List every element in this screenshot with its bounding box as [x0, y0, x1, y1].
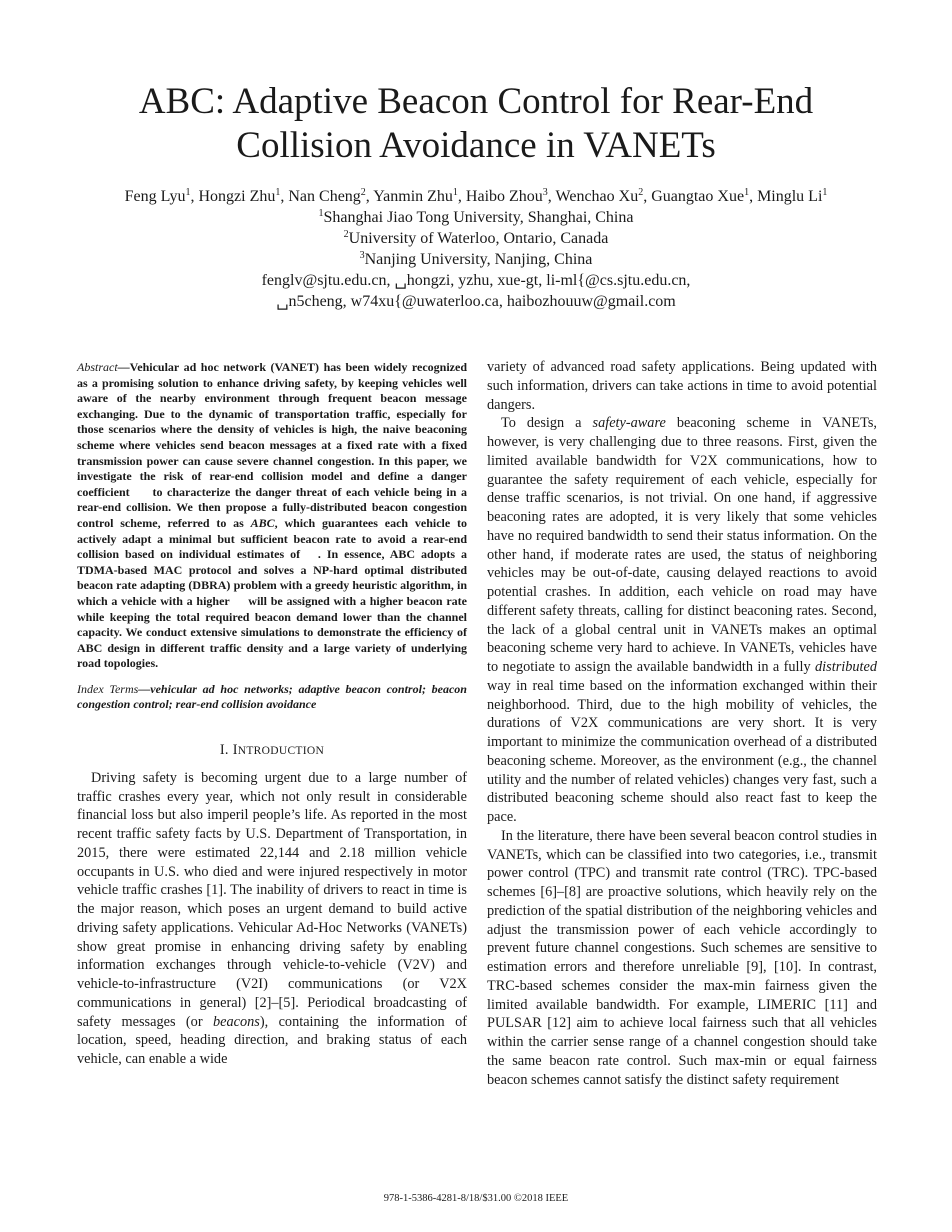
affiliation-2: $^2$University of Waterloo, Ontario, Canada [343, 229, 609, 247]
copyright-footer: 978-1-5386-4281-8/18/$31.00 ©2018 IEEE [383, 1193, 569, 1204]
title-line-2: Collision Avoidance in VANETs [236, 125, 716, 166]
affiliation-3: $^3$Nanjing University, Nanjing, China [359, 250, 593, 268]
intro-paragraph-1: Driving safety is becoming urgent due to a large number of traffic crashes every year, which not only result in considerable financial loss but also imperil people’s life. As reported in the most recent traffic safety facts by U.S. Department of Transportation, in 2015, there were estimated 22,144 and 2.18 million vehicle occupants in U.S. who died and were injured respectively in motor vehicle traffic crashes [1]. The inability of drivers to react in time is the major reason, which poses an urgent demand to build active driving safety applications. Vehicular Ad-Hoc Networks (VANETs) show great promise in enhancing driving safety by enabling information exchanges through vehicle-to-vehicle (V2V) and vehicle-to-infrastructure (V2I) communications (or V2X communications in general) [2]–[5]. Periodical broadcasting of safety messages (or beacons), containing the information of location, speed, heading direction, and braking status of each vehicle, can enable a wide [77, 769, 468, 1068]
intro-paragraph-3: In the literature, there have been several beacon control studies in VANETs, which can be classified into two categories, i.e., transmit power control (TPC) and transmit rate control (TRC). TPC-based schemes [6]–[8] are proactive solutions, which heavily rely on the prediction of the spatial distribution of the neighboring vehicles and adjust the transmission power of each vehicle accordingly to prevent future channel congestions. Such schemes are sensitive to estimation errors and therefore unreliable [9], [10]. In contrast, TRC-based schemes consider the max-min fairness given the limited available bandwidth. For example, LIMERIC [11] and PULSAR [12] aim to achieve local fairness such that all vehicles within the carrier sense range of a channel congestion should take the same beacon rate control. Such max-min or equal fairness beacon schemes cannot satisfy the distinct safety requirement [487, 827, 877, 1088]
section-heading-introduction: I. INTRODUCTION [219, 742, 325, 759]
intro-paragraph-2: To design a safety-aware beaconing scheme in VANETs, however, is very challenging due to three reasons. First, given the limited available bandwidth for V2X communications, how to guarantee the safety requirement of each vehicle, especially for dense traffic scenarios, is not trivial. On one hand, if aggressive beaconing rates are adopted, it is very likely that some vehicles have no required bandwidth to send their status information. On the other hand, if moderate rates are used, the status of neighboring vehicles may be out-of-date, causing delayed reactions to avoid potential crashes. In addition, each vehicle on road may have different safety threats, calling for distinct beaconing rates. Second, the lack of a global central unit in VANETs makes an optimal beaconing scheme very hard to achieve. In VANETs, vehicles have to negotiate to assign the available bandwidth in a fully distributed way in real time based on the information exchanged within their neighborhood. Third, due to the high mobility of vehicles, the durations of V2X communications are very short. It is very important to minimize the communication overhead of a distributed beaconing scheme. Moreover, as the environment (e.g., the channel utility and the number of related vehicles) changes very fast, such a distributed beaconing scheme should also react fast to keep the pace. [487, 415, 877, 825]
author: Haibo Zhou$^3$ [465, 187, 548, 205]
author-list: Feng Lyu$^1$, Hongzi Zhu$^1$, Nan Cheng$^2$, Yanmin Zhu$^1$, Haibo Zhou$^3$, Wenchao Xu$^2$, Guangtao Xue$^1$, Minglu Li$^1$ [124, 187, 828, 205]
title-line-1: ABC: Adaptive Beacon Control for Rear-End [138, 81, 814, 122]
author: Hongzi Zhu$^1$ [198, 187, 281, 205]
index-terms: Index Terms—vehicular ad hoc networks; adaptive beacon control; beacon congestion control; rear-end collision avoidance [77, 681, 467, 712]
left-column [77, 360, 467, 1069]
intro-paragraph-continued: variety of advanced road safety applications. Being updated with such information, drivers can take actions in time to avoid potential dangers. [487, 359, 877, 413]
paper-title [0, 80, 952, 168]
author: Yanmin Zhu$^1$ [373, 187, 458, 205]
author: Nan Cheng$^2$ [288, 187, 366, 205]
email-line-2: ␣n5cheng, w74xu{@uwaterloo.ca, haibozhouuw@gmail.com [276, 293, 676, 310]
author: Wenchao Xu$^2$ [555, 187, 644, 205]
affiliation-1: $^1$Shanghai Jiao Tong University, Shanghai, China [318, 208, 634, 226]
author: Minglu Li$^1$ [757, 187, 828, 205]
email-line-1: fenglv@sjtu.edu.cn, ␣hongzi, yzhu, xue-gt, li-ml{@cs.sjtu.edu.cn, [261, 272, 691, 289]
author: Guangtao Xue$^1$ [651, 187, 750, 205]
author: Feng Lyu$^1$ [124, 187, 191, 205]
abstract: Abstract—Vehicular ad hoc network (VANET) has been widely recognized as a promising solution to enhance driving safety, by keeping vehicles well aware of the nearby environment through frequent beacon message exchanging. Due to the dynamic of transportation traffic, especially for those scenarios where the density of vehicles is high, the naive beaconing scheme where vehicles send beacon messages at a fixed rate with a fixed transmission power can cause severe channel congestion. In this paper, we investigate the risk of rear-end collision model and define a danger coefficient to characterize the danger threat of each vehicle being in a rear-end collision. We then propose a fully-distributed beacon congestion control scheme, referred to as ABC, which guarantees each vehicle to actively adapt a minimal but sufficient beacon rate to avoid a rear-end collision based on individual estimates of . In essence, ABC adopts a TDMA-based MAC protocol and solves a NP-hard optimal distributed beacon rate adapting (DBRA) problem with a greedy heuristic algorithm, in which a vehicle with a higher will be assigned with a higher beacon rate while keeping the total required beacon demand lower than the channel capacity. We conduct extensive simulations to demonstrate the efficiency of ABC design in different traffic density and a large variety of underlying road topologies. [77, 360, 467, 671]
right-column [487, 358, 877, 1089]
